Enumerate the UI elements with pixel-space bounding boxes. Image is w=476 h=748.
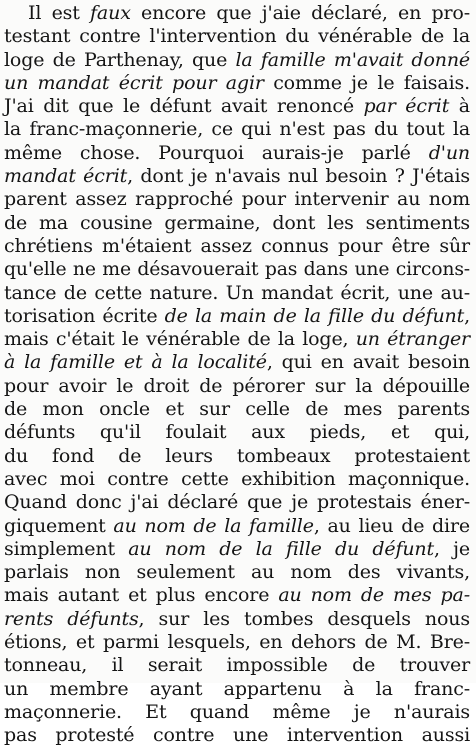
- text-line: [4, 25, 470, 48]
- text-line: [4, 515, 470, 538]
- text-line: [4, 491, 470, 514]
- text-line: [4, 212, 470, 235]
- italic-text: la famille m'avait donné: [235, 48, 471, 71]
- text-line: [4, 701, 470, 724]
- italic-text: au nom de mes pa-: [278, 584, 470, 607]
- text-line: [4, 724, 470, 747]
- text-segment: pour avoir le droit de pérorer sur la dépouille: [4, 374, 470, 397]
- italic-text: de la main de la fille du défunt: [164, 304, 465, 327]
- text-segment: mais c'était le vénérable de la loge,: [4, 328, 356, 351]
- text-line: [4, 328, 470, 351]
- italic-text: mandat écrit: [4, 165, 128, 188]
- text-line: [4, 351, 470, 374]
- text-segment: testant contre l'intervention du vénérable de la: [4, 25, 470, 48]
- text-line: [4, 398, 470, 421]
- text-segment: parent assez rapproché pour intervenir au nom: [4, 188, 470, 211]
- text-segment: la franc-maçonnerie, ce qui n'est pas du tout la: [4, 118, 470, 141]
- italic-text: un étranger: [355, 328, 470, 351]
- article-column: [4, 2, 470, 748]
- italic-text: au nom de la famille: [113, 514, 314, 537]
- text-segment: maçonnerie. Et quand même je n'aurais: [4, 700, 470, 723]
- text-segment: de ma cousine germaine, dont les sentiments: [4, 211, 470, 234]
- text-segment: , dont je n'avais nul besoin ? J'étais: [127, 165, 470, 188]
- text-line: [4, 608, 470, 631]
- text-segment: J'ai dit que le défunt avait renoncé: [4, 95, 364, 118]
- text-segment: comme je le faisais.: [263, 71, 470, 94]
- italic-text: par écrit: [363, 95, 450, 118]
- text-segment: qu'elle ne me désavouerait pas dans une circons-: [4, 259, 470, 281]
- text-segment: de mon oncle et sur celle de mes parents: [4, 398, 470, 421]
- text-segment: ,: [464, 304, 470, 327]
- text-segment: Il est: [28, 2, 91, 24]
- text-line: [4, 95, 470, 118]
- text-segment: , sur les tombes desquels nous: [138, 607, 470, 630]
- text-line: [4, 468, 470, 491]
- text-segment: mais autant et plus encore: [4, 584, 279, 607]
- text-line: [4, 421, 470, 444]
- text-segment: à: [449, 95, 470, 118]
- text-segment: un membre ayant appartenu à la franc-: [4, 677, 470, 700]
- text-segment: chrétiens m'étaient assez connus pour être sûr: [4, 234, 470, 257]
- text-line: [4, 2, 470, 25]
- text-line: [4, 235, 470, 258]
- text-segment: tonneau, il serait impossible de trouver: [4, 654, 470, 677]
- text-segment: du fond de leurs tombeaux protestaient: [4, 444, 470, 467]
- text-line: [4, 375, 470, 398]
- text-segment: défunts qu'il foulait aux pieds, et qui,: [4, 421, 470, 444]
- text-line: [4, 72, 470, 95]
- text-segment: étions, et parmi lesquels, en dehors de M. Bre-: [4, 631, 470, 654]
- text-line: [4, 538, 470, 561]
- text-line: [4, 258, 470, 281]
- text-segment: même chose. Pourquoi aurais-je parlé: [4, 141, 429, 164]
- text-line: [4, 584, 470, 607]
- text-line: [4, 654, 470, 677]
- text-line: [4, 631, 470, 654]
- text-line: [4, 49, 470, 72]
- text-segment: , au lieu de dire: [313, 514, 471, 537]
- text-segment: , qui en avait besoin: [266, 351, 470, 374]
- italic-text: à la famille et à la localité: [4, 351, 267, 374]
- italic-text: au nom de la fille du défunt: [128, 537, 434, 560]
- text-line: [4, 188, 470, 211]
- text-line: [4, 165, 470, 188]
- text-line: [4, 118, 470, 141]
- text-segment: torisation écrite: [4, 304, 165, 327]
- text-segment: pas protesté contre une intervention aussi: [4, 724, 470, 747]
- italic-text: faux: [90, 2, 131, 24]
- text-segment: , je: [434, 537, 470, 560]
- text-line: [4, 305, 470, 328]
- italic-text: un mandat écrit pour agir: [4, 71, 264, 94]
- text-line: [4, 561, 470, 584]
- text-line: [4, 445, 470, 468]
- italic-text: rents défunts: [4, 607, 139, 630]
- text-segment: avec moi contre cette exhibition maçonnique.: [4, 467, 470, 490]
- text-segment: giquement: [4, 514, 114, 537]
- text-segment: loge de Parthenay, que: [4, 48, 236, 71]
- text-segment: encore que j'aie déclaré, en pro-: [130, 2, 470, 24]
- text-line: [4, 282, 470, 305]
- text-line: [4, 678, 470, 701]
- text-segment: simplement: [4, 537, 129, 560]
- italic-text: d'un: [428, 141, 470, 164]
- text-segment: Quand donc j'ai déclaré que je protestais éner-: [4, 491, 470, 514]
- text-line: [4, 142, 470, 165]
- text-segment: parlais non seulement au nom des vivants,: [4, 561, 470, 584]
- text-segment: tance de cette nature. Un mandat écrit, une au-: [4, 281, 470, 304]
